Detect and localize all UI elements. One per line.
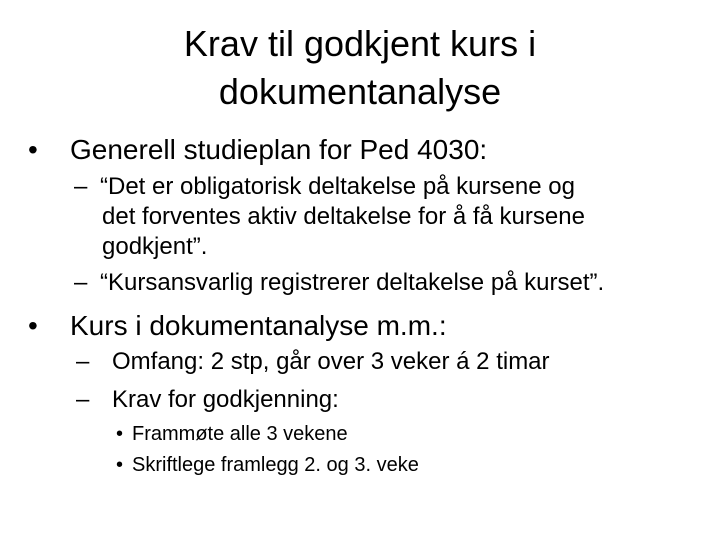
list-item-text: Omfang: 2 stp, går over 3 veker á 2 timar xyxy=(112,348,550,375)
dash: – xyxy=(76,348,90,375)
bullet: • xyxy=(28,310,38,341)
dash: – xyxy=(76,386,90,413)
list-item-text: Generell studieplan for Ped 4030: xyxy=(70,134,488,165)
quote-line: “Det er obligatorisk deltakelse på kursene og xyxy=(100,173,575,200)
bullet: • xyxy=(116,423,124,445)
quote-line: “Kursansvarlig registrerer deltakelse på kurset”. xyxy=(100,269,605,296)
list-item xyxy=(28,134,608,166)
bullet: • xyxy=(116,454,124,476)
list-item-text: Kurs i dokumentanalyse m.m.: xyxy=(70,310,447,341)
list-item-text: Skriftlege framlegg 2. og 3. veke xyxy=(132,454,419,476)
dash: – xyxy=(74,173,88,200)
quote-line: godkjent”. xyxy=(102,233,208,260)
list-item xyxy=(76,346,676,378)
title-line-2: dokumentanalyse xyxy=(218,71,502,112)
list-item xyxy=(74,172,704,262)
list-item-text: Frammøte alle 3 vekene xyxy=(132,423,348,445)
title-line-1: Krav til godkjent kurs i xyxy=(183,23,537,64)
list-item xyxy=(116,452,616,478)
list-item xyxy=(76,384,676,416)
list-item xyxy=(28,310,608,342)
list-item-text: Krav for godkjenning: xyxy=(112,386,339,413)
list-item xyxy=(74,268,704,298)
quote-line: det forventes aktiv deltakelse for å få kursene xyxy=(102,203,585,230)
slide-title xyxy=(60,20,660,116)
dash: – xyxy=(74,269,88,296)
list-item xyxy=(116,421,616,447)
bullet: • xyxy=(28,134,38,165)
